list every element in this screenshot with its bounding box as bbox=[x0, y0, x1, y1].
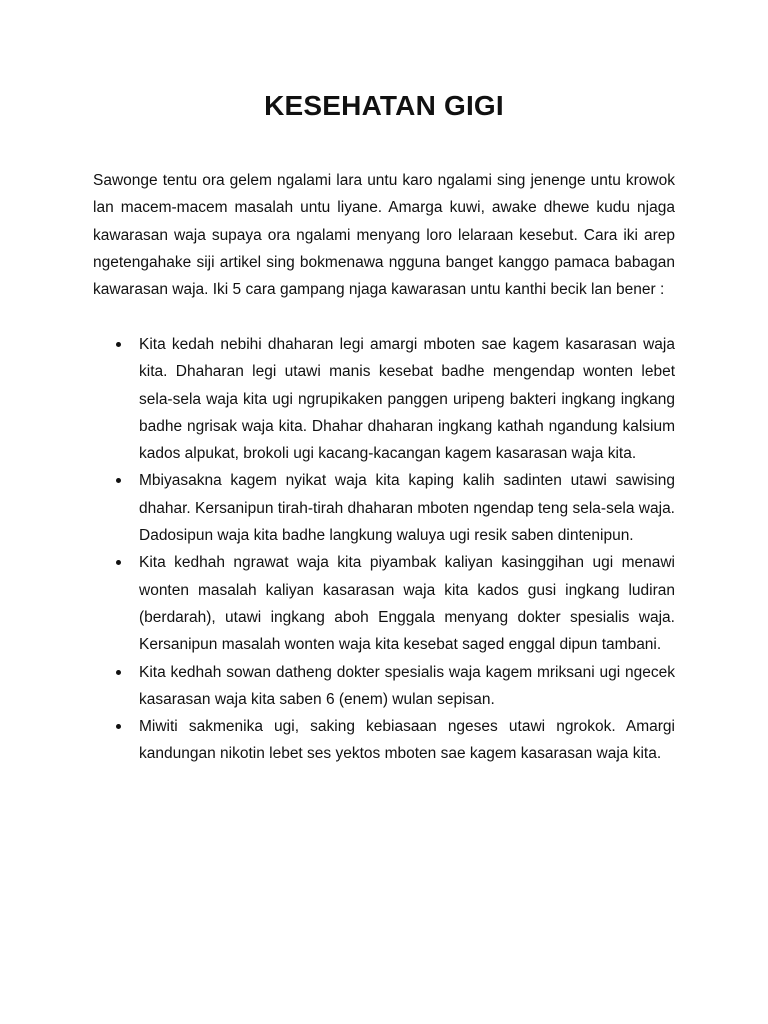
tips-list bbox=[93, 331, 675, 768]
tip-item bbox=[93, 467, 675, 549]
tip-text: Kita kedhah ngrawat waja kita piyambak kaliyan kasinggihan ugi menawi wonten masalah kaliyan kasarasan waja kita kados gusi ingkang ludiran (berdarah), utawi ingkang aboh Enggala menyang dokter spesialis waja. Kersanipun masalah wonten waja kita kesebat saged enggal dipun tambani. bbox=[139, 554, 675, 654]
bullet-icon bbox=[116, 670, 121, 675]
tip-item bbox=[93, 659, 675, 714]
tip-item bbox=[93, 331, 675, 467]
intro-paragraph: Sawonge tentu ora gelem ngalami lara untu karo ngalami sing jenenge untu krowok lan macem-macem masalah untu liyane. Amarga kuwi, awake dhewe kudu njaga kawarasan waja supaya ora ngalami menyang loro lelaraan kesebut. Cara iki arep ngetengahake siji artikel sing bokmenawa ngguna banget kanggo pamaca babagan kawarasan waja. Iki 5 cara gampang njaga kawarasan untu kanthi becik lan bener : bbox=[93, 172, 675, 299]
bullet-icon bbox=[116, 478, 121, 483]
tip-text: Kita kedhah sowan datheng dokter spesialis waja kagem mriksani ugi ngecek kasarasan waja kita saben 6 (enem) wulan sepisan. bbox=[139, 663, 675, 708]
tip-item bbox=[93, 549, 675, 658]
tip-item bbox=[93, 713, 675, 768]
tip-text: Mbiyasakna kagem nyikat waja kita kaping kalih sadinten utawi sawising dhahar. Kersanipun tirah-tirah dhaharan mboten ngendap teng sela-sela waja. Dadosipun waja kita badhe langkung waluya ugi resik saben dintenipun. bbox=[139, 472, 675, 545]
tip-text: Miwiti sakmenika ugi, saking kebiasaan ngeses utawi ngrokok. Amargi kandungan nikotin lebet ses yektos mboten sae kagem kasarasan waja kita. bbox=[139, 718, 675, 763]
bullet-icon bbox=[116, 560, 121, 565]
tip-text: Kita kedah nebihi dhaharan legi amargi mboten sae kagem kasarasan waja kita. Dhaharan legi utawi manis kesebat badhe mengendap wonten lebet sela-sela waja kita ugi ngrupikaken panggen uripeng bakteri ingkang ingkang badhe ngrisak waja kita. Dhahar dhaharan ingkang kathah ngandung kalsium kados alpukat, brokoli ugi kacang-kacangan kagem kasarasan waja kita. bbox=[139, 336, 675, 463]
document-title: KESEHATAN GIGI bbox=[264, 90, 504, 121]
bullet-icon bbox=[116, 342, 121, 347]
bullet-icon bbox=[116, 724, 121, 729]
